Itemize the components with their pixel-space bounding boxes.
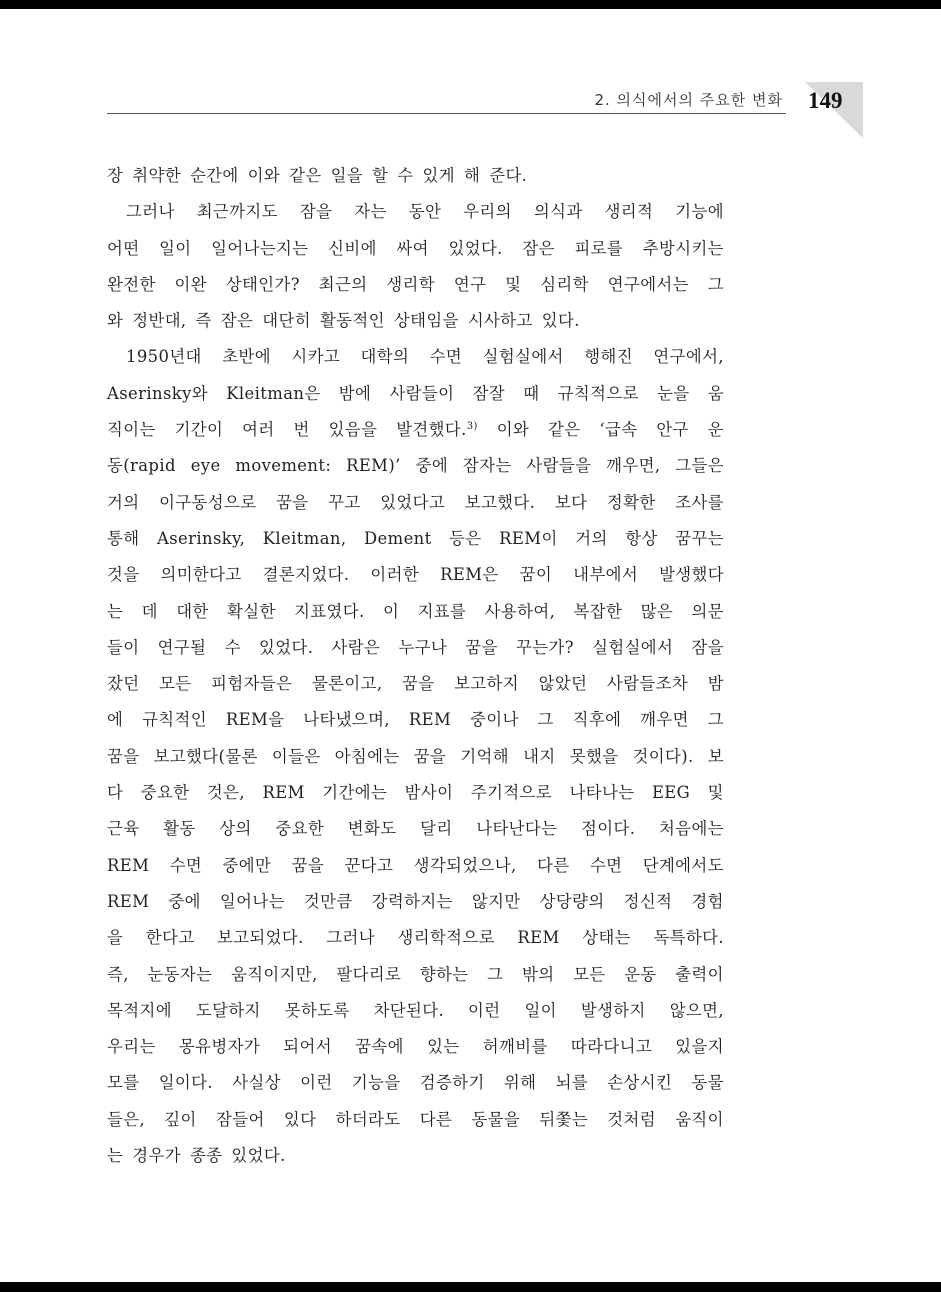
text-line: REM 중에 일어나는 것만큼 강력하지는 않지만 상당량의 정신적 경험 <box>107 891 724 911</box>
text-line: 꿈을 보고했다(물론 이들은 아침에는 꿈을 기억해 내지 못했을 것이다). 보 <box>107 746 724 766</box>
text-line: 근육 활동 상의 중요한 변화도 달리 나타난다는 점이다. 처음에는 <box>107 819 724 839</box>
text-line: 모를 일이다. 사실상 이런 기능을 검증하기 위해 뇌를 손상시킨 동물 <box>107 1073 724 1093</box>
text-line: 완전한 이완 상태인가? 최근의 생리학 연구 및 심리학 연구에서는 그 <box>107 274 724 294</box>
text-line: 우리는 몽유병자가 되어서 꿈속에 있는 허깨비를 따라다니고 있을지 <box>107 1037 724 1057</box>
text-line: Aserinsky와 Kleitman은 밤에 사람들이 잠잘 때 규칙적으로 눈을 움 <box>107 383 724 403</box>
text-line: 즉, 눈동자는 움직이지만, 팔다리로 향하는 그 밖의 모든 운동 출력이 <box>107 964 724 984</box>
page-number: 149 <box>808 88 843 113</box>
text-line: 거의 이구동성으로 꿈을 꾸고 있었다고 보고했다. 보다 정확한 조사를 <box>107 492 724 512</box>
text-line: 는 경우가 종종 있었다. <box>107 1146 286 1166</box>
text-line: 는 데 대한 확실한 지표였다. 이 지표를 사용하여, 복잡한 많은 의문 <box>107 601 724 621</box>
bottom-edge-bar <box>0 1282 941 1292</box>
text-line: 에 규칙적인 REM을 나타냈으며, REM 중이나 그 직후에 깨우면 그 <box>107 710 724 730</box>
text-line: 통해 Aserinsky, Kleitman, Dement 등은 REM이 거의 항상 꿈꾸는 <box>107 528 724 548</box>
text-line: 다 중요한 것은, REM 기간에는 밤사이 주기적으로 나타나는 EEG 및 <box>107 783 724 803</box>
text-line: 그러나 최근까지도 잠을 자는 동안 우리의 의식과 생리적 기능에 <box>126 202 724 222</box>
text-line: 직이는 기간이 여러 번 있음을 발견했다.$^{3)}$ 이와 같은 ‘급속 안구 운 <box>107 420 724 440</box>
running-head-title: 2. 의식에서의 주요한 변화 <box>594 91 783 109</box>
text-line: 장 취약한 순간에 이와 같은 일을 할 수 있게 해 준다. <box>107 166 528 185</box>
body-text <box>107 158 724 1174</box>
text-line: 목적지에 도달하지 못하도록 차단된다. 이런 일이 발생하지 않으면, <box>107 1000 724 1020</box>
footnote-marker: 3) <box>466 421 478 433</box>
text-line: 어떤 일이 일어나는지는 신비에 싸여 있었다. 잠은 피로를 추방시키는 <box>107 238 724 258</box>
text-line: 와 정반대, 즉 잠은 대단히 활동적인 상태임을 시사하고 있다. <box>107 311 580 331</box>
text-line: 들은, 깊이 잠들어 있다 하더라도 다른 동물을 뒤쫓는 것처럼 움직이 <box>107 1109 724 1129</box>
text-line: 동(rapid eye movement: REM)’ 중에 잠자는 사람들을 깨우면, 그들은 <box>107 456 724 476</box>
text-line: REM 수면 중에만 꿈을 꾼다고 생각되었으나, 다른 수면 단계에서도 <box>107 855 724 875</box>
text-line: 을 한다고 보고되었다. 그러나 생리학적으로 REM 상태는 독특하다. <box>107 928 724 948</box>
text-line: 것을 의미한다고 결론지었다. 이러한 REM은 꿈이 내부에서 발생했다 <box>107 565 724 585</box>
header-rule <box>107 113 786 114</box>
top-edge-bar <box>0 0 941 9</box>
text-line: 1950년대 초반에 시카고 대학의 수면 실험실에서 행해진 연구에서, <box>126 347 724 367</box>
text-line: 잤던 모든 피험자들은 물론이고, 꿈을 보고하지 않았던 사람들조차 밤 <box>107 674 724 694</box>
text-line: 들이 연구될 수 있었다. 사람은 누구나 꿈을 꾸는가? 실험실에서 잠을 <box>107 637 724 657</box>
